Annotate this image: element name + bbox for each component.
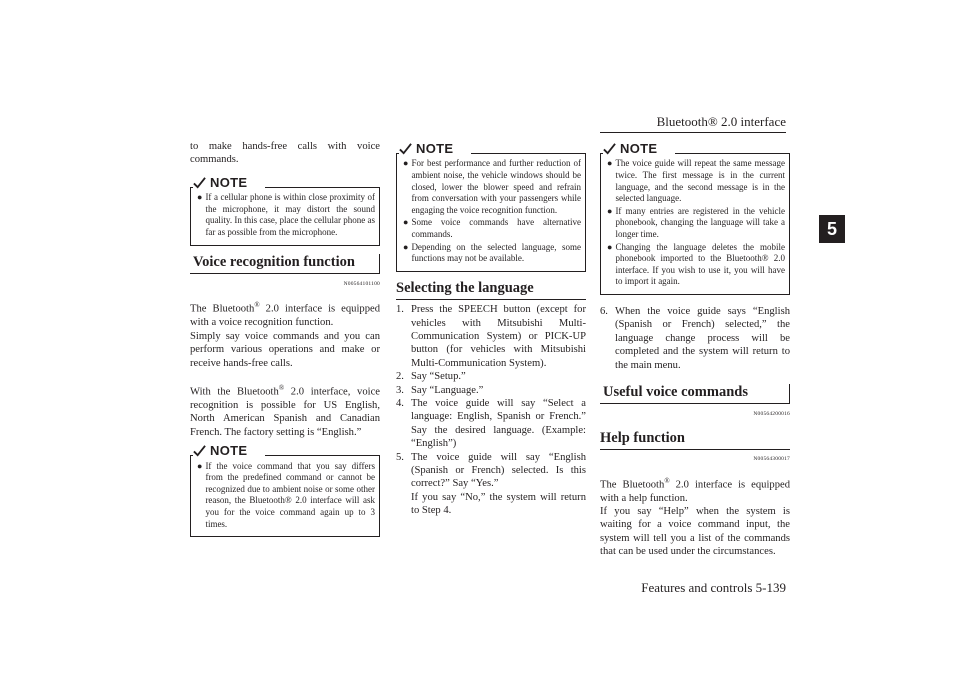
steps-list xyxy=(600,305,790,372)
note-item: ● The voice guide will repeat the same message twice. The first message is in the current language, and the second message is in the selected language. xyxy=(607,158,785,204)
note-item: ● For best performance and further reduction of ambient noise, the vehicle windows should be closed, lower the blower speed and refrain from conversation with your passengers while engaging the voice recognition function. xyxy=(403,158,581,215)
note-item: ● If many entries are registered in the vehicle phonebook, changing the language will take a longer time. xyxy=(607,205,785,239)
pencil-check-icon xyxy=(603,142,616,155)
bullet-icon: ● xyxy=(607,205,613,216)
bullet-icon: ● xyxy=(197,192,203,203)
running-header-title: Bluetooth® 2.0 interface xyxy=(656,114,786,129)
chapter-tab: 5 xyxy=(819,215,845,243)
intro-text: to make hands-free calls with voice commands. xyxy=(190,141,380,166)
section-heading: Voice recognition function xyxy=(190,254,380,274)
pencil-check-icon xyxy=(193,444,206,457)
bullet-icon: ● xyxy=(403,217,409,228)
bullet-icon: ● xyxy=(197,460,203,471)
steps-list xyxy=(396,303,586,491)
note-item: ● Depending on the selected language, some functions may not be available. xyxy=(403,241,581,264)
note-item: ● If the voice command that you say differs from the predefined command or cannot be recognized due to ambient noise or some other reason, the Bluetooth® 2.0 interface will ask you for the voice command again up to 3 times. xyxy=(197,460,375,529)
page-footer: Features and controls 5-139 xyxy=(641,580,786,595)
section-heading: Help function xyxy=(600,430,790,450)
pencil-check-icon xyxy=(193,176,206,189)
column-middle xyxy=(396,140,586,518)
list-item: 2. Say “Setup.” xyxy=(396,371,466,383)
column-left xyxy=(190,140,380,545)
bullet-icon: ● xyxy=(607,158,613,169)
body-paragraph: If you say “Help” when the system is waiting for a voice command input, the system will tell you a list of the commands that can be used under the circumstances. xyxy=(600,505,790,558)
note-label: NOTE xyxy=(620,141,658,156)
section-heading: Useful voice commands xyxy=(600,384,790,404)
list-item: 3. Say “Language.” xyxy=(396,384,484,396)
section-heading: Selecting the language xyxy=(396,280,586,300)
body-paragraph: Simply say voice commands and you can perform various operations and make or receive hands-free calls. xyxy=(190,330,380,369)
note-item: ● If a cellular phone is within close proximity of the microphone, it may distort the sound quality. In this case, place the cellular phone as far as possible from the microphone. xyxy=(197,192,375,237)
list-item: 6. When the voice guide says “English (Spanish or French) selected,” the language change process will be completed and the system will return to the main menu. xyxy=(600,305,790,371)
section-code: N00564200016 xyxy=(753,411,790,418)
list-item: 4. The voice guide will say “Select a language: English, Spanish or French.” Say the desired language. (Example: “English”) xyxy=(396,398,586,450)
note-label: NOTE xyxy=(210,174,248,190)
note-box xyxy=(600,141,790,295)
body-paragraph: The Bluetooth® 2.0 interface is equipped with a voice recognition function. xyxy=(190,301,381,329)
note-box xyxy=(396,141,586,272)
list-item: 5. The voice guide will say “English (Spanish or French) selected. Is this correct?” Say “Yes.” xyxy=(396,451,586,490)
step-continuation: If you say “No,” the system will return to Step 4. xyxy=(411,491,586,517)
list-item: 1. Press the SPEECH button (except for vehicles with Mitsubishi Multi-Communication System) or PICK-UP button (for vehicles with Mitsubishi Multi-Communication System). xyxy=(396,304,586,369)
column-right xyxy=(600,140,790,559)
bullet-icon: ● xyxy=(403,158,409,169)
section-code: N00564300017 xyxy=(753,456,790,463)
bullet-icon: ● xyxy=(607,241,613,252)
note-label: NOTE xyxy=(416,141,454,156)
pencil-check-icon xyxy=(399,142,412,155)
body-paragraph: With the Bluetooth® 2.0 interface, voice recognition is possible for US English, North American Spanish and Canadian French. The factory setting is “English.” xyxy=(190,383,380,438)
note-item: ● Changing the language deletes the mobile phonebook imported to the Bluetooth® 2.0 interface. If you wish to use it, you will have to import it again. xyxy=(607,241,785,287)
bullet-icon: ● xyxy=(403,241,409,252)
note-box xyxy=(190,174,380,246)
note-label: NOTE xyxy=(210,443,248,459)
section-code: N00564101100 xyxy=(343,281,380,287)
note-item: ● Some voice commands have alternative commands. xyxy=(403,217,581,239)
header-rule xyxy=(600,132,786,133)
body-paragraph: The Bluetooth® 2.0 interface is equipped with a help function. xyxy=(600,476,791,504)
note-box xyxy=(190,443,380,537)
